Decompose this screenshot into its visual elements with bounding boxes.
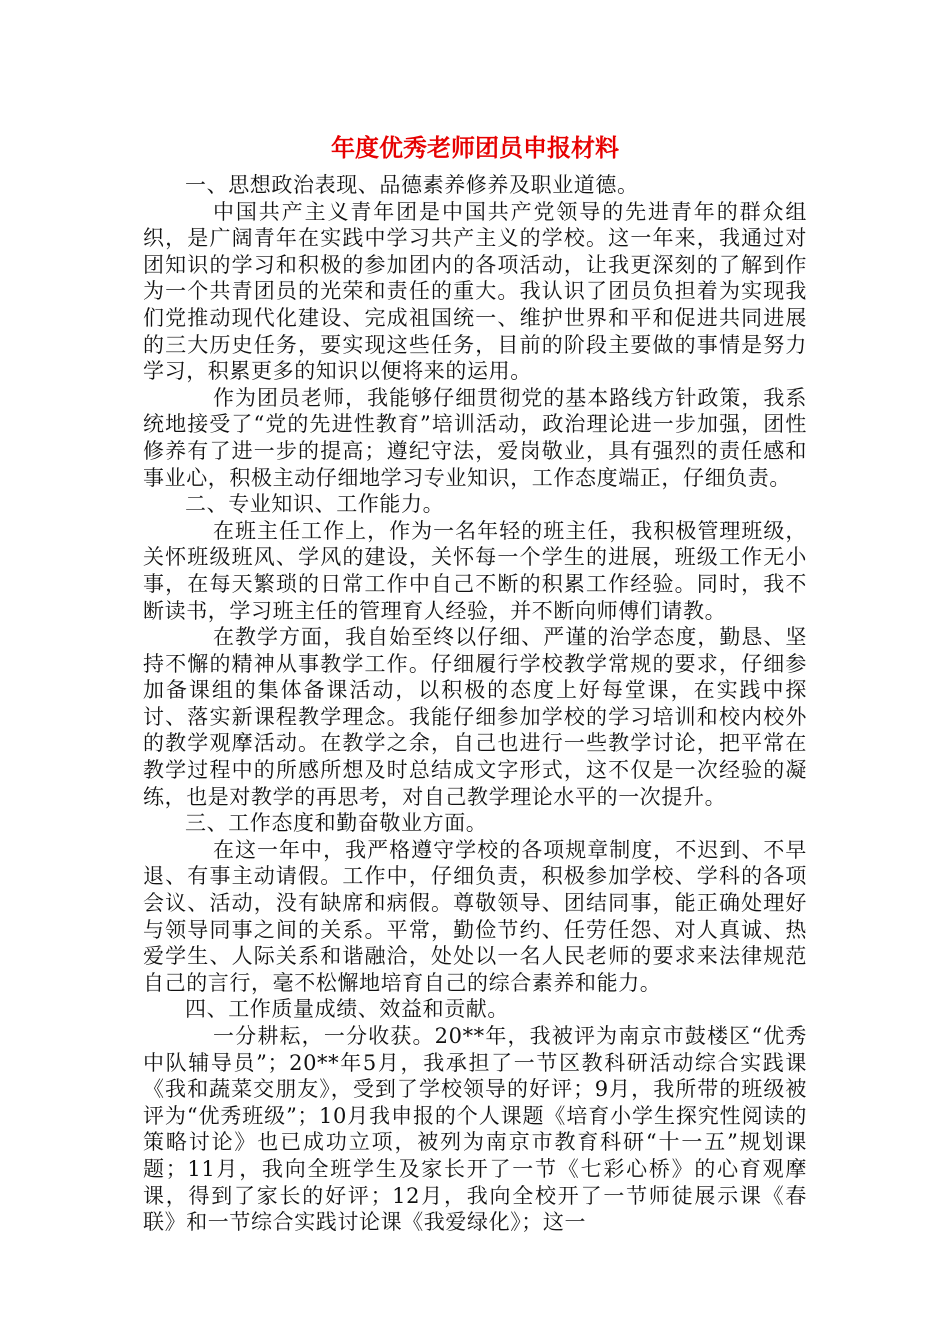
section-heading-4: 四、工作质量成绩、效益和贡献。: [185, 997, 509, 1022]
paragraph-5: 在这一年中，我严格遵守学校的各项规章制度，不迟到、不早退、有事主动请假。工作中，仔细负责，积极参加学校、学科的各项会议、活动，没有缺席和病假。尊敬领导、团结同事，能正确处理好与领导同事之间的关系。平常，勤俭节约、任劳任怨、对人真诚、热爱学生、人际关系和谐融洽，处处以一名人民老师的要求来法律规范自己的言行，毫不松懈地培育自己的综合素养和能力。: [143, 837, 807, 995]
paragraph-6: 一分耕耘，一分收获。20**年，我被评为南京市鼓楼区“优秀中队辅导员”；20**年5月，我承担了一节区教科研活动综合实践课《我和蔬菜交朋友》，受到了学校领导的好评；9月，我所带的班级被评为“优秀班级”；10月我申报的个人课题《培育小学生探究性阅读的策略讨论》也已成功立项，被列为南京市教育科研“十一五”规划课题；11月，我向全班学生及家长开了一节《七彩心桥》的心育观摩课，得到了家长的好评；12月，我向全校开了一节师徒展示课《春联》和一节综合实践讨论课《我爱绿化》；这一: [143, 1024, 807, 1235]
paragraph-4: 在教学方面，我自始至终以仔细、严谨的治学态度，勤恳、坚持不懈的精神从事教学工作。仔细履行学校教学常规的要求，仔细参加备课组的集体备课活动，以积极的态度上好每堂课，在实践中探讨、落实新课程教学理念。我能仔细参加学校的学习培训和校内校外的教学观摩活动。在教学之余，自己也进行一些教学讨论，把平常在教学过程中的所感所想及时总结成文字形式，这不仅是一次经验的凝练，也是对教学的再思考，对自己教学理论水平的一次提升。: [143, 625, 807, 809]
section-heading-3: 三、工作态度和勤奋敬业方面。: [185, 811, 488, 836]
paragraph-3: 在班主任工作上，作为一名年轻的班主任，我积极管理班级，关怀班级班风、学风的建设，关怀每一个学生的进展，班级工作无小事，在每天繁琐的日常工作中自己不断的积累工作经验。同时，我不断读书，学习班主任的管理育人经验，并不断向师傅们请教。: [143, 518, 807, 623]
section-heading-2: 二、专业知识、工作能力。: [185, 492, 445, 517]
paragraph-2: 作为团员老师，我能够仔细贯彻党的基本路线方针政策，我系统地接受了“党的先进性教育”培训活动，政治理论进一步加强，团性修养有了进一步的提高；遵纪守法，爱岗敬业，具有强烈的责任感和事业心，积极主动仔细地学习专业知识，工作态度端正，仔细负责。: [143, 385, 807, 490]
section-heading-1: 一、思想政治表现、品德素养修养及职业道德。: [185, 173, 639, 197]
document-body: [143, 172, 807, 1236]
document-title: 年度优秀老师团员申报材料: [331, 133, 619, 162]
paragraph-1: 中国共产主义青年团是中国共产党领导的先进青年的群众组织，是广阔青年在实践中学习共产主义的学校。这一年来，我通过对团知识的学习和积极的参加团内的各项活动，让我更深刻的了解到作为一个共青团员的光荣和责任的重大。我认识了团员负担着为实现我们党推动现代化建设、完成祖国统一、维护世界和平和促进共同进展的三大历史任务，要实现这些任务，目前的阶段主要做的事情是努力学习，积累更多的知识以便将来的运用。: [143, 199, 807, 384]
